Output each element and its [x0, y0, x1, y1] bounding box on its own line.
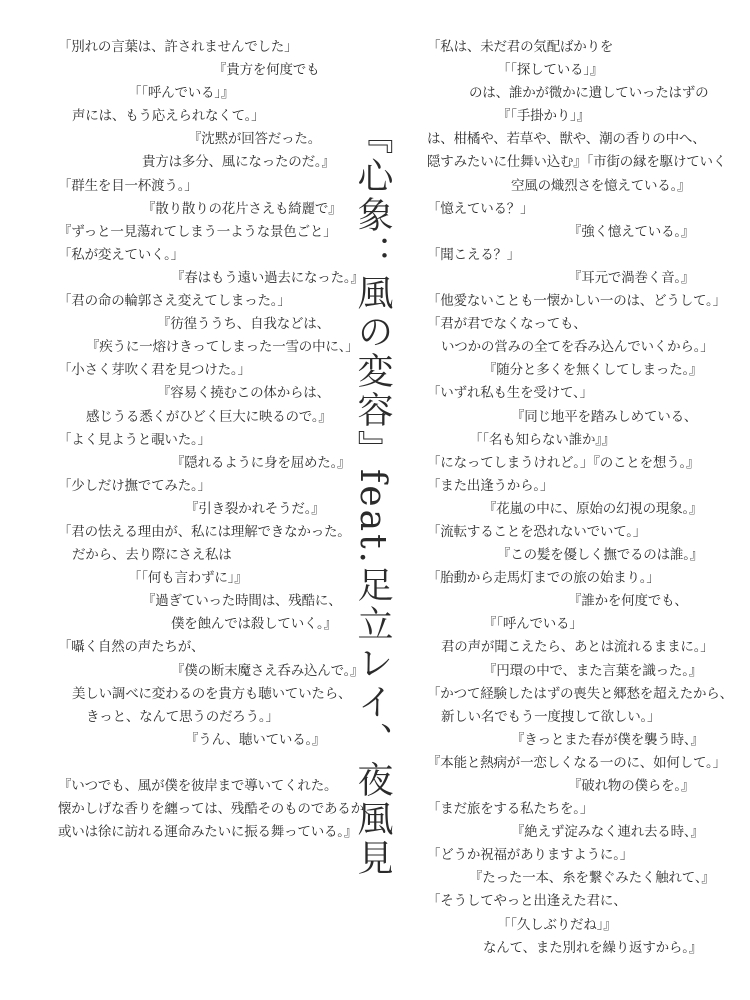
lyric-line: 美しい調べに変わるのを貴方も聴いていたら、	[72, 685, 352, 702]
lyric-line: 『疾うに一熔けきってしまった一雪の中に、」	[86, 339, 359, 356]
lyric-line: 「囁く自然の声たちが、	[58, 639, 205, 656]
lyric-line: 『いつでも、風が僕を彼岸まで導いてくれた。	[58, 778, 338, 794]
lyric-line: 「群生を目一杯渡う。」	[58, 177, 198, 194]
lyric-line: 空風の熾烈さを憶えている。』	[511, 177, 691, 194]
lyric-line: 『彷徨ううち、自我などは、	[157, 316, 330, 333]
lyric-line: 『春はもう遠い過去になった。』	[171, 269, 364, 286]
lyric-line: 「「探している」』	[497, 62, 604, 79]
lyric-line: 或いは徐に訪れる運命みたいに振る舞っている。』	[58, 824, 358, 841]
lyric-line: 「小さく芽吹く君を見つけた。」	[58, 362, 251, 379]
lyric-line	[58, 752, 320, 775]
lyric-line: 「私は、未だ君の気配ばかりを	[427, 39, 614, 55]
lyric-line: 「流転することを恐れないでいて。」	[427, 523, 647, 540]
lyric-line: 『円環の中で、また言葉を識った。』	[483, 662, 703, 679]
lyric-line: 『花嵐の中に、原始の幻視の現象。』	[483, 500, 703, 517]
lyric-line: は、柑橘や、若草や、獣や、潮の香りの中へ、	[427, 131, 706, 148]
lyric-line: 『きっとまた春が僕を襲う時、』	[511, 731, 704, 748]
lyric-line: いつかの営みの全てを呑み込んでいくから。」	[441, 339, 714, 356]
lyric-line: 「他愛ないことも一懐かしい一のは、どうして。」	[427, 293, 726, 310]
lyric-line: 「聞こえる？」	[427, 246, 521, 263]
lyric-line: のは、誰かが微かに遺していったはずの	[469, 85, 709, 102]
lyric-line: 隠すみたいに仕舞い込む』「市街の縁を駆けていく	[427, 154, 727, 171]
lyric-line: 「まだ旅をする私たちを。」	[427, 801, 594, 818]
lyric-line: 「かつて経験したはずの喪失と郷愁を超えたから、	[427, 685, 733, 702]
lyric-line: きっと、なんて思うのだろう。」	[86, 708, 279, 725]
lyric-line: だから、去り際にさえ私は	[72, 547, 232, 564]
lyric-line: 『沈黙が回答だった。	[188, 131, 321, 148]
lyric-line: 『散り散りの花片さえも綺麗で』	[142, 200, 342, 217]
lyric-line: 『引き裂かれそうだ。』	[185, 500, 325, 517]
lyric-line: 君の声が聞こえたら、あとは流れるままに。」	[441, 639, 714, 656]
lyric-line: 「よく見ようと覗いた。」	[58, 431, 211, 448]
lyric-line: 「「呼んでいる」』	[128, 85, 235, 102]
lyric-line: 「胎動から走馬灯までの旅の始まり。」	[427, 570, 660, 587]
lyric-line: 『「手掛かり」』	[497, 108, 590, 125]
lyric-line: 「「久しぶりだね」』	[497, 916, 617, 933]
lyric-line: 「私が変えていく。」	[58, 246, 184, 263]
lyric-line: 「また出逢うから。」	[427, 477, 554, 494]
lyric-line: 懐かしげな香りを纏っては、残酷そのものであるか、	[58, 801, 378, 818]
lyric-line: 「憶えている？」	[427, 200, 534, 217]
lyric-line: 『破れ物の僕らを。』	[568, 778, 695, 794]
lyric-line: 「「何も言わずに」』	[128, 570, 248, 587]
song-title: 『心象：風の変容』feat.足立レイ、夜風見	[352, 118, 393, 879]
lyric-line: 『本能と熱病が一恋しくなる一のに、如何して。」	[427, 754, 726, 771]
lyric-line: 『うん、聴いている。』	[185, 731, 326, 748]
lyric-line: 『耳元で渦巻く音。』	[568, 269, 695, 286]
lyric-line: 『容易く撓むこの体からは、	[157, 385, 330, 402]
lyric-line: 『絶えず淀みなく連れ去る時、』	[511, 824, 704, 841]
lyric-line: 感じうる悉くがひどく巨大に映るので。』	[86, 408, 332, 425]
lyric-line: 『過ぎていった時間は、残酷に、	[142, 593, 342, 610]
lyric-line: 「「名も知らない誰か』』	[469, 431, 616, 448]
lyric-line: 「どうか祝福がありますように。」	[427, 847, 634, 864]
lyrics-column-right	[427, 36, 733, 960]
lyric-line: 「いずれ私も生を受けて、」	[427, 385, 593, 402]
lyric-line: 『強く憶えている。』	[568, 223, 695, 240]
lyric-line: 新しい名でもう一度捜して欲しい。」	[441, 708, 661, 725]
lyric-line: 声には、もう応えられなくて。」	[72, 108, 265, 125]
lyric-line: 『誰かを何度でも、	[568, 593, 688, 610]
lyric-line: 「君の怯える理由が、私には理解できなかった。	[58, 523, 351, 540]
lyric-line: 『たった一本、糸を繋ぐみたく触れて、』	[469, 870, 715, 887]
lyric-line: 「別れの言葉は、許されませんでした」	[58, 39, 298, 55]
lyric-line: 『この髪を優しく撫でるのは誰。』	[497, 547, 704, 564]
lyric-line: 「になってしまうけれど。」『のことを想う。』	[427, 454, 700, 471]
lyric-line: 『隠れるように身を屈めた。』	[171, 454, 351, 471]
lyric-line: 「君の命の輪郭さえ変えてしまった。」	[58, 293, 291, 310]
lyric-line: 『「呼んでいる」	[483, 616, 583, 633]
lyric-line: 『同じ地平を踏みしめている、	[511, 408, 698, 425]
lyric-line: 『随分と多くを無くしてしまった。』	[483, 362, 703, 379]
lyric-line: なんて、また別れを繰り返すから。』	[483, 939, 703, 956]
lyric-line: 「そうしてやっと出逢えた君に、	[427, 893, 627, 910]
lyric-line: 「君が君でなくなっても、	[427, 316, 587, 333]
lyric-line: 『僕の断末魔さえ呑み込んで。』	[171, 662, 364, 679]
lyric-line: 『貴方を何度でも	[213, 62, 320, 79]
lyric-line: 貴方は多分、風になったのだ。』	[142, 154, 335, 171]
lyric-line: 僕を蝕んでは殺していく。』	[171, 616, 337, 633]
lyric-line: 『ずっと一見蕩れてしまう一ような景色ごと」	[58, 223, 337, 240]
lyric-line: 「少しだけ撫でてみた。」	[58, 477, 211, 494]
